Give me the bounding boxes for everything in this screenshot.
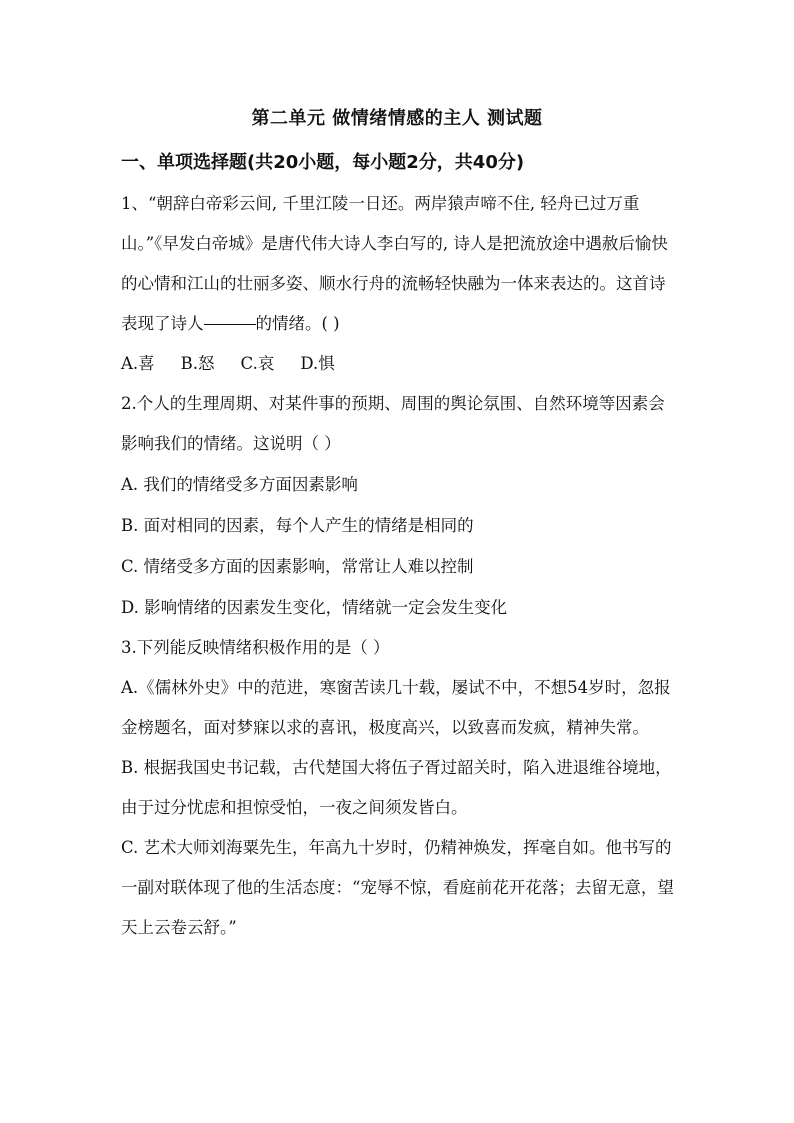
question-1-stem (121, 184, 681, 344)
question-3 (121, 628, 681, 948)
question-1 (121, 184, 681, 384)
option-c: C. 情绪受多方面的因素影响，常常让人难以控制 (121, 557, 474, 576)
option-b: B. 面对相同的因素，每个人产生的情绪是相同的 (121, 516, 474, 535)
option-b: B.怒 (180, 354, 215, 373)
option-d: D. 影响情绪的因素发生变化，情绪就一定会发生变化 (121, 598, 508, 617)
question-2 (121, 384, 681, 628)
option-d: D.惧 (300, 354, 335, 373)
section-heading: 一、单项选择题(共20小题，每小题2分，共40分) (121, 152, 525, 173)
option-a: A.《儒林外史》中的范进，寒窗苦读几十载，屡试不中，不想54岁时，忽报金榜题名，面对梦寐以求的喜讯，极度高兴，以致喜而发疯，精神失常。 (121, 678, 671, 737)
option-a: A. 我们的情绪受多方面因素影响 (121, 475, 358, 494)
questions-content (121, 184, 681, 948)
question-3-stem: 3.下列能反映情绪积极作用的是（ ） (121, 638, 390, 657)
option-a: A.喜 (121, 354, 155, 373)
question-1-options (121, 344, 681, 384)
option-b: B. 根据我国史书记载，古代楚国大将伍子胥过韶关时，陷入进退维谷境地，由于过分忧虑和担惊受怕，一夜之间须发皆白。 (121, 758, 672, 817)
page-title: 第二单元 做情绪情感的主人 测试题 (251, 108, 543, 129)
question-1-stem-tail: 的情绪。( ) (255, 314, 340, 333)
answer-blank (204, 323, 256, 325)
option-c: C. 艺术大师刘海粟先生，年高九十岁时，仍精神焕发，挥毫自如。他书写的一副对联体现了他的生活态度：“宠辱不惊，看庭前花开花落；去留无意，望天上云卷云舒。” (121, 838, 674, 937)
question-2-stem: 2.个人的生理周期、对某件事的预期、周围的舆论氛围、自然环境等因素会影响我们的情绪。这说明（ ） (121, 394, 665, 453)
question-1-stem-text: 1、“朝辞白帝彩云间, 千里江陵一日还。两岸猿声啼不住, 轻舟已过万重山。”《早发白帝城》是唐代伟大诗人李白写的, 诗人是把流放途中遇赦后愉快的心情和江山的壮丽多姿、顺水行舟的流畅轻快融为一体来表达的。这首诗表现了诗人 (121, 194, 668, 333)
option-c: C.哀 (240, 354, 275, 373)
